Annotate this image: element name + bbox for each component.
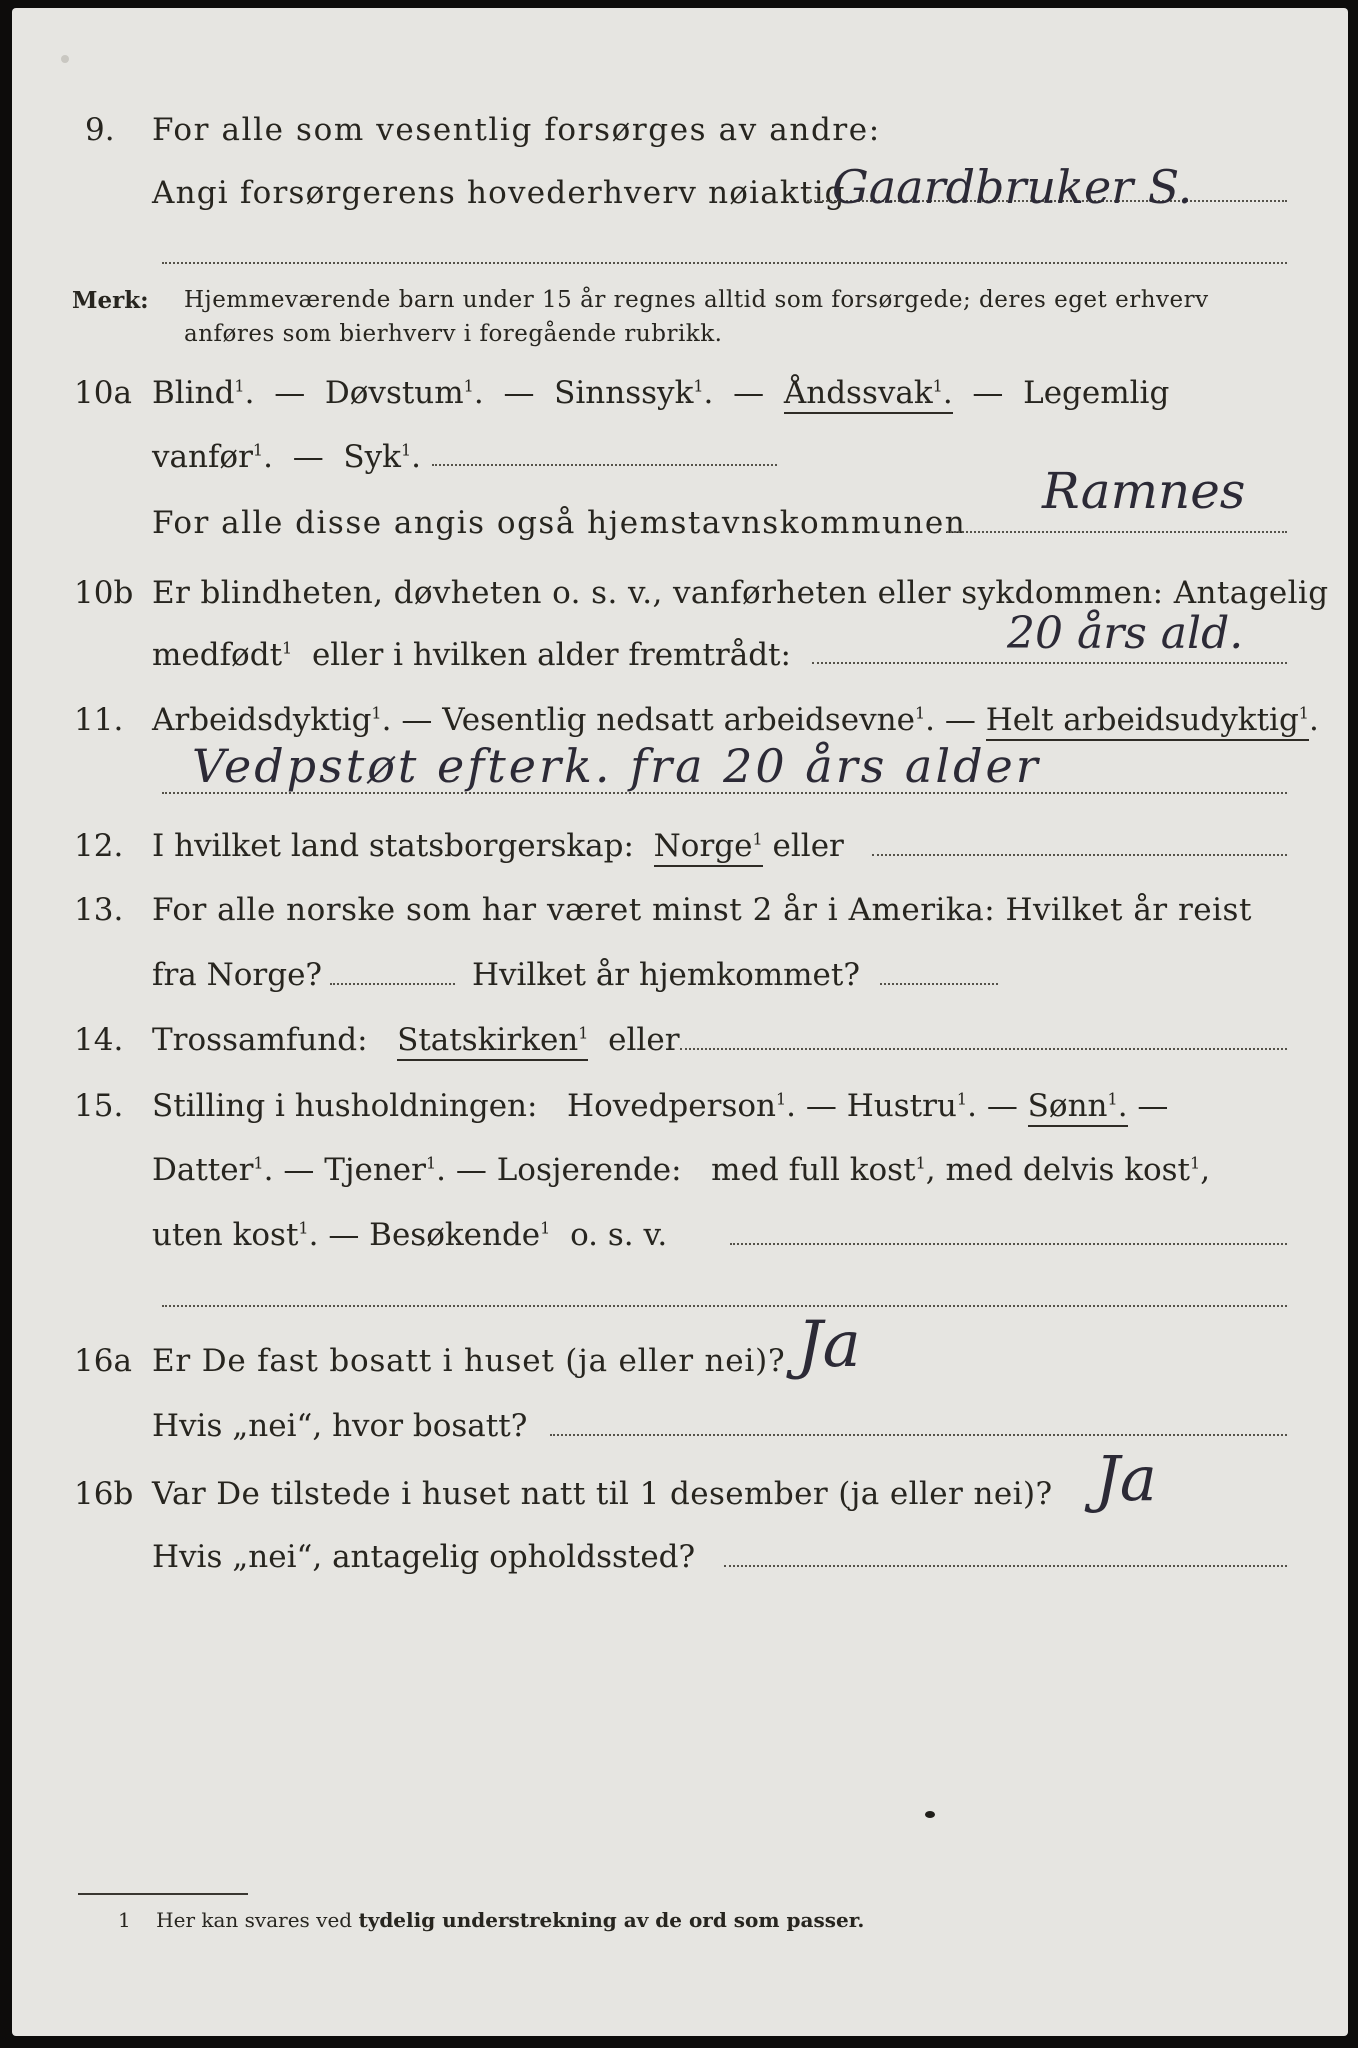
q9-line2: Angi forsørgerens hovederhverv nøiaktig	[152, 175, 846, 211]
opt-legemlig: Legemlig	[1023, 375, 1170, 411]
q11-number: 11.	[74, 702, 124, 738]
q10a-line2: vanfør$^1$. — Syk$^1$.	[152, 439, 421, 475]
q16a-line-blank	[550, 1434, 1287, 1436]
q16a-handwritten-answer: Ja	[797, 1308, 861, 1382]
q10b-handwritten-answer: 20 års ald.	[1007, 608, 1244, 659]
q12-line-blank	[872, 854, 1287, 856]
q14-number: 14.	[74, 1022, 124, 1058]
q13-year-left-line	[330, 983, 455, 985]
footnote: 1 Her kan svares ved tydelig understrekning av de ord som passer.	[118, 1908, 865, 1932]
opt-sinnssyk: Sinnssyk	[554, 375, 694, 411]
q12-line: I hvilket land statsborgerskap: Norge$^1$ eller	[152, 831, 844, 862]
separator-rule-2	[162, 1305, 1287, 1307]
merk-line2: anføres som bierhverv i foregående rubrikk.	[184, 321, 723, 347]
q15-line1: Stilling i husholdningen: Hovedperson$^1$. — Hustru$^1$. — Sønn$^1$. —	[152, 1091, 1168, 1122]
q10a-number: 10a	[74, 375, 132, 411]
q15-line2: Datter$^1$. — Tjener$^1$. — Losjerende: med full kost$^1$, med delvis kost$^1$,	[152, 1152, 1211, 1188]
q15-line-blank	[730, 1243, 1287, 1245]
opt-sonn-underlined: Sønn$^1$.	[1028, 1088, 1128, 1127]
ink-speck	[925, 1811, 935, 1818]
opt-dovstum: Døvstum	[324, 375, 464, 411]
q9-line1: For alle som vesentlig forsørges av andre:	[152, 112, 881, 148]
q14-line: Trossamfund: Statskirken$^1$ eller	[152, 1025, 680, 1056]
q10a-line3: For alle disse angis også hjemstavnskommunen	[152, 505, 967, 541]
q13-line1: For alle norske som har været minst 2 år i Amerika: Hvilket år reist	[152, 892, 1252, 928]
q10a-handwritten-answer: Ramnes	[1042, 462, 1246, 520]
q10a-answer-line	[947, 531, 1287, 533]
q10b-number: 10b	[74, 575, 134, 611]
q13-line2b: Hvilket år hjemkommet?	[472, 957, 860, 993]
q16a-line2: Hvis „nei“, hvor bosatt?	[152, 1408, 528, 1444]
opt-helt-arbeidsudyktig-underlined: Helt arbeidsudyktig$^1$	[986, 702, 1309, 741]
punch-hole	[61, 55, 69, 63]
q11-line1: Arbeidsdyktig$^1$. — Vesentlig nedsatt arbeidsevne$^1$. — Helt arbeidsudyktig$^1$.	[152, 705, 1319, 736]
q13-number: 13.	[74, 892, 124, 928]
q10b-line1: Er blindheten, døvheten o. s. v., vanførheten eller sykdommen: Antagelig	[152, 575, 1329, 611]
q11-handwritten-answer: Vedpstøt efterk. fra 20 års alder	[192, 739, 1041, 793]
census-form-page	[12, 8, 1348, 2036]
q13-line2a: fra Norge?	[152, 957, 323, 993]
q16b-line1: Var De tilstede i huset natt til 1 desember (ja eller nei)?	[152, 1476, 1053, 1512]
q16a-line1: Er De fast bosatt i huset (ja eller nei)?	[152, 1343, 786, 1379]
separator-rule	[162, 262, 1287, 264]
q14-line-blank	[680, 1048, 1287, 1050]
q9-number: 9.	[85, 112, 115, 148]
q10a-line1: Blind$^1$. — Døvstum$^1$. — Sinnssyk$^1$. — Åndssvak$^1$. — Legemlig	[152, 378, 1169, 409]
q10b-line2: medfødt$^1$ eller i hvilken alder fremtrådt:	[152, 637, 791, 673]
q16a-number: 16a	[74, 1343, 132, 1379]
merk-label: Merk:	[72, 287, 149, 314]
footnote-rule	[78, 1893, 248, 1895]
opt-statskirken-underlined: Statskirken$^1$	[397, 1022, 588, 1061]
q10a-syk-line	[432, 464, 777, 466]
q15-number: 15.	[74, 1088, 124, 1124]
q12-number: 12.	[74, 828, 124, 864]
q9-handwritten-answer: Gaardbruker S.	[832, 160, 1193, 214]
opt-norge-underlined: Norge$^1$	[654, 828, 763, 867]
q13-year-returned-line	[880, 983, 998, 985]
opt-blind: Blind	[152, 375, 235, 411]
q15-line3: uten kost$^1$. — Besøkende$^1$ o. s. v.	[152, 1217, 668, 1253]
merk-line1: Hjemmeværende barn under 15 år regnes alltid som forsørgede; deres eget erhverv	[184, 287, 1209, 313]
q16b-handwritten-answer: Ja	[1095, 1442, 1157, 1515]
q16b-line-blank	[724, 1565, 1287, 1567]
q16b-number: 16b	[74, 1476, 134, 1512]
q10b-answer-line	[812, 662, 1287, 664]
opt-andssvak-underlined: Åndssvak$^1$.	[784, 375, 953, 414]
q16b-line2: Hvis „nei“, antagelig opholdssted?	[152, 1539, 696, 1575]
